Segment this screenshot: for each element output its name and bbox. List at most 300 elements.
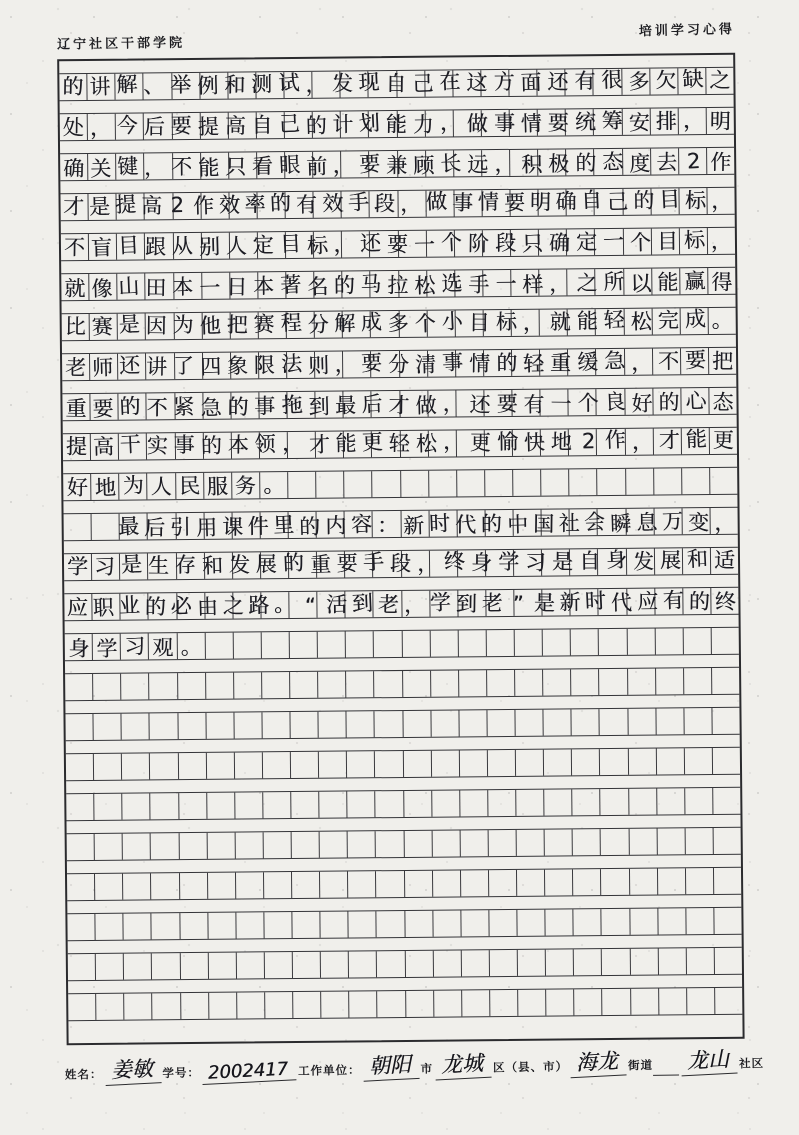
grid-cell	[454, 190, 482, 216]
grid-cell	[482, 190, 510, 216]
grid-cell	[594, 69, 622, 95]
grid-cell	[687, 988, 715, 1014]
grid-cell	[482, 150, 510, 176]
grid-cell	[596, 309, 624, 335]
grid-cell	[650, 108, 678, 134]
grid-cell	[373, 511, 401, 537]
grid-cell	[118, 313, 146, 339]
grid-cell	[545, 829, 573, 855]
grid-cell	[341, 151, 369, 177]
grid-cell	[179, 793, 207, 819]
grid-cell	[430, 550, 458, 576]
grid-cell	[284, 72, 312, 98]
grid-cell	[545, 909, 573, 935]
grid-cell	[566, 149, 594, 175]
grid-cell	[596, 349, 624, 375]
grid-cell	[344, 431, 372, 457]
grid-cell	[291, 792, 319, 818]
grid-cell	[149, 593, 177, 619]
grid-cell	[490, 990, 518, 1016]
grid-cell	[209, 993, 237, 1019]
grid-cell	[123, 833, 151, 859]
grid-cell	[314, 272, 342, 298]
grid-cell	[90, 314, 118, 340]
grid-cell	[176, 513, 204, 539]
grid-cell	[151, 873, 179, 899]
grid-cell	[88, 114, 116, 140]
grid-cell	[482, 110, 510, 136]
grid-cell	[405, 911, 433, 937]
essay-line: 才 是 提 高 2 作 效 率 的 有 效 手 段 ， 做 事 情 要 明 确 自 己 的 目 标 ，	[62, 187, 733, 220]
grid-cell	[371, 351, 399, 377]
grid-cell	[715, 988, 742, 1014]
document-title: 培训学习心得	[638, 22, 736, 40]
grid-cell	[257, 192, 285, 218]
grid-cell	[627, 589, 655, 615]
grid-cell	[428, 430, 456, 456]
grid-cell	[398, 231, 426, 257]
grid-cell	[483, 270, 511, 296]
essay-line: 学 习 是 生 存 和 发 展 的 重 要 手 段 ， 终 身 学 习 是 自 身 发 展 和 适	[66, 546, 736, 580]
grid-cell	[347, 711, 375, 737]
grid-cell	[541, 429, 569, 455]
grid-cell	[602, 909, 630, 935]
grid-cell	[316, 392, 344, 418]
grid-cell	[488, 750, 516, 776]
grid-cell	[714, 868, 741, 894]
grid-cell	[680, 308, 708, 334]
grid-cell	[566, 69, 594, 95]
grid-cell	[150, 713, 178, 739]
student-id-label: 学号：	[162, 1065, 201, 1081]
grid-cell	[629, 789, 657, 815]
grid-cell	[150, 753, 178, 779]
grid-cell	[569, 389, 597, 415]
grid-cell	[124, 913, 152, 939]
grid-cell	[369, 111, 397, 137]
grid-cell	[91, 394, 119, 420]
grid-cell	[229, 192, 257, 218]
grid-cell	[204, 473, 232, 499]
grid-cell	[116, 73, 144, 99]
grid-cell	[400, 391, 428, 417]
grid-cell	[312, 72, 340, 98]
grid-cell	[116, 153, 144, 179]
essay-line: 老 师 还 讲 了 四 象 限 法 则 ， 要 分 清 事 情 的 轻 重 缓 急 ， 不 要 把	[64, 347, 734, 381]
grid-cell	[682, 508, 710, 534]
grid-cell	[237, 992, 265, 1018]
grid-cell	[320, 832, 348, 858]
grid-cell	[201, 153, 229, 179]
grid-cell	[264, 872, 292, 898]
grid-cell	[433, 910, 461, 936]
grid-cell	[147, 433, 175, 459]
grid-cell	[600, 749, 628, 775]
grid-cell	[484, 390, 512, 416]
grid-cell	[515, 670, 543, 696]
grid-cell	[599, 629, 627, 655]
grid-cell	[511, 230, 539, 256]
grid-cell	[207, 793, 235, 819]
grid-cell	[402, 631, 430, 657]
grid-cell	[398, 151, 426, 177]
grid-cell	[288, 472, 316, 498]
grid-cell	[371, 271, 399, 297]
grid-cell	[659, 988, 687, 1014]
grid-cell	[117, 193, 145, 219]
grid-cell	[317, 552, 345, 578]
grid-cell	[233, 592, 261, 618]
grid-cell	[119, 473, 147, 499]
composition-grid	[57, 53, 744, 1045]
community-value: 龙山	[680, 1043, 738, 1077]
grid-cell	[656, 668, 684, 694]
grid-cell	[173, 193, 201, 219]
grid-cell	[596, 269, 624, 295]
grid-cell	[574, 989, 602, 1015]
grid-cell	[321, 952, 349, 978]
grid-cell	[574, 949, 602, 975]
grid-cell	[259, 392, 287, 418]
grid-cell	[200, 113, 228, 139]
grid-cell	[542, 589, 570, 615]
grid-cell	[228, 112, 256, 138]
grid-cell	[626, 469, 654, 495]
grid-cell	[96, 954, 124, 980]
grid-cell	[683, 588, 711, 614]
grid-cell	[235, 752, 263, 778]
grid-cell	[375, 751, 403, 777]
grid-cell	[462, 950, 490, 976]
grid-cell	[678, 108, 706, 134]
grid-cell	[349, 911, 377, 937]
grid-cell	[345, 551, 373, 577]
grid-cell	[62, 314, 90, 340]
grid-cell	[120, 553, 148, 579]
grid-cell	[313, 112, 341, 138]
grid-cell	[462, 990, 490, 1016]
grid-cell	[124, 953, 152, 979]
grid-cell	[401, 551, 429, 577]
grid-cell	[460, 790, 488, 816]
grid-cell	[206, 753, 234, 779]
grid-cell	[434, 990, 462, 1016]
grid-cell	[539, 269, 567, 295]
grid-cell	[62, 354, 90, 380]
grid-cell	[260, 432, 288, 458]
page-header	[57, 19, 735, 53]
grid-cell	[235, 792, 263, 818]
grid-cell	[517, 870, 545, 896]
grid-cell	[489, 870, 517, 896]
grid-cell	[484, 350, 512, 376]
grid-cell	[377, 951, 405, 977]
grid-cell	[431, 750, 459, 776]
grid-cell	[629, 829, 657, 855]
grid-cell	[651, 188, 679, 214]
grid-cell	[680, 268, 708, 294]
grid-cell	[541, 469, 569, 495]
grid-cell	[572, 749, 600, 775]
grid-cell	[512, 310, 540, 336]
grid-cell	[376, 791, 404, 817]
grid-cell	[178, 713, 206, 739]
grid-cell	[573, 829, 601, 855]
grid-cell	[545, 869, 573, 895]
grid-cell	[516, 790, 544, 816]
grid-cell	[257, 152, 285, 178]
grid-cell	[206, 713, 234, 739]
grid-cell	[514, 590, 542, 616]
grid-cell	[372, 431, 400, 457]
grid-cell	[313, 152, 341, 178]
grid-cell	[65, 714, 93, 740]
grid-cell	[149, 673, 177, 699]
grid-cell	[64, 554, 92, 580]
grid-cell	[455, 310, 483, 336]
grid-cell	[686, 948, 714, 974]
grid-cell	[403, 751, 431, 777]
grid-cell	[342, 191, 370, 217]
work-unit-label: 工作单位：	[297, 1062, 361, 1078]
grid-cell	[567, 189, 595, 215]
grid-cell	[231, 392, 259, 418]
grid-cell	[404, 791, 432, 817]
grid-cell	[656, 708, 684, 734]
grid-cell	[655, 548, 683, 574]
grid-cell	[714, 908, 741, 934]
grid-cell	[685, 828, 713, 854]
grid-cell	[341, 111, 369, 137]
grid-cell	[59, 74, 87, 100]
grid-cell	[658, 908, 686, 934]
grid-cell	[460, 750, 488, 776]
grid-cell	[429, 470, 457, 496]
grid-cell	[486, 550, 514, 576]
grid-cell	[656, 748, 684, 774]
grid-cell	[263, 832, 291, 858]
grid-cell	[651, 228, 679, 254]
grid-cell	[258, 272, 286, 298]
grid-cell	[397, 71, 425, 97]
grid-cell	[404, 831, 432, 857]
grid-cell	[287, 392, 315, 418]
grid-cell	[543, 669, 571, 695]
grid-cell	[510, 190, 538, 216]
grid-cell	[92, 514, 120, 540]
grid-cell	[571, 669, 599, 695]
grid-cell	[713, 748, 740, 774]
grid-cell	[517, 910, 545, 936]
grid-cell	[175, 353, 203, 379]
grid-cell	[95, 874, 123, 900]
grid-cell	[148, 553, 176, 579]
grid-cell	[570, 509, 598, 535]
grid-cell	[261, 592, 289, 618]
grid-cell	[622, 109, 650, 135]
grid-cell	[572, 709, 600, 735]
grid-cell	[711, 588, 738, 614]
grid-cell	[377, 911, 405, 937]
grid-cell	[543, 629, 571, 655]
grid-cell	[483, 310, 511, 336]
grid-cell	[599, 669, 627, 695]
grid-cell	[178, 753, 206, 779]
grid-cell	[514, 510, 542, 536]
grid-row	[68, 987, 742, 1021]
grid-cell	[96, 994, 124, 1020]
grid-cell	[601, 789, 629, 815]
grid-cell	[658, 948, 686, 974]
grid-cell	[256, 72, 284, 98]
grid-cell	[515, 630, 543, 656]
grid-cell	[208, 953, 236, 979]
grid-cell	[293, 952, 321, 978]
grid-cell	[710, 468, 737, 494]
grid-cell	[603, 989, 631, 1015]
grid-cell	[88, 154, 116, 180]
name-label: 姓名：	[64, 1067, 103, 1082]
grid-cell	[653, 348, 681, 374]
grid-cell	[373, 551, 401, 577]
grid-cell	[457, 470, 485, 496]
grid-cell	[513, 470, 541, 496]
grid-cell	[316, 432, 344, 458]
grid-cell	[89, 274, 117, 300]
grid-cell	[457, 430, 485, 456]
grid-cell	[655, 588, 683, 614]
grid-cell	[172, 113, 200, 139]
grid-cell	[430, 630, 458, 656]
grid-cell	[486, 590, 514, 616]
grid-cell	[343, 351, 371, 377]
grid-cell	[631, 989, 659, 1015]
grid-cell	[345, 511, 373, 537]
grid-cell	[144, 153, 172, 179]
grid-cell	[206, 673, 234, 699]
grid-cell	[432, 790, 460, 816]
grid-cell	[594, 109, 622, 135]
grid-cell	[598, 469, 626, 495]
grid-cell	[63, 434, 91, 460]
grid-cell	[433, 870, 461, 896]
grid-cell	[178, 673, 206, 699]
grid-cell	[375, 711, 403, 737]
grid-cell	[320, 872, 348, 898]
essay-line: 身 学 习 观 。	[68, 633, 202, 661]
grid-cell	[425, 70, 453, 96]
grid-cell	[426, 150, 454, 176]
grid-cell	[567, 269, 595, 295]
grid-cell	[686, 868, 714, 894]
grid-cell	[229, 152, 257, 178]
grid-cell	[598, 509, 626, 535]
grid-cell	[518, 950, 546, 976]
grid-cell	[90, 354, 118, 380]
grid-cell	[573, 869, 601, 895]
grid-cell	[292, 872, 320, 898]
grid-cell	[425, 110, 453, 136]
grid-cell	[318, 632, 346, 658]
grid-cell	[347, 791, 375, 817]
grid-cell	[293, 992, 321, 1018]
grid-cell	[262, 632, 290, 658]
grid-cell	[320, 912, 348, 938]
grid-cell	[713, 788, 740, 814]
grid-cell	[453, 110, 481, 136]
grid-cell	[538, 149, 566, 175]
grid-cell	[657, 828, 685, 854]
grid-cell	[232, 432, 260, 458]
grid-cell	[623, 189, 651, 215]
grid-cell	[236, 872, 264, 898]
grid-cell	[116, 113, 144, 139]
grid-cell	[568, 309, 596, 335]
grid-cell	[265, 992, 293, 1018]
grid-cell	[317, 592, 345, 618]
grid-cell	[341, 71, 369, 97]
grid-cell	[537, 69, 565, 95]
grid-cell	[258, 232, 286, 258]
grid-cell	[262, 712, 290, 738]
grid-cell	[459, 670, 487, 696]
essay-line: 应 职 业 的 必 由 之 路 。 “ 活 到 老 ， 学 到 老 ” 是 新 时 代 应 有 的 终	[66, 587, 737, 621]
grid-cell	[680, 228, 708, 254]
grid-cell	[203, 353, 231, 379]
grid-cell	[261, 552, 289, 578]
grid-cell	[122, 753, 150, 779]
grid-cell	[569, 469, 597, 495]
grid-cell	[61, 234, 89, 260]
grid-cell	[546, 949, 574, 975]
essay-line: 提 高 干 实 事 的 本 领 ， 才 能 更 轻 松 ， 更 愉 快 地 2 作 ， 才 能 更	[65, 426, 734, 460]
essay-line: 就 像 山 田 本 一 日 本 著 名 的 马 拉 松 选 手 一 样 ， 之 所 以 能 赢 得	[64, 268, 733, 301]
grid-cell	[628, 749, 656, 775]
grid-cell	[600, 709, 628, 735]
grid-cell	[650, 68, 678, 94]
grid-cell	[232, 512, 260, 538]
grid-cell	[517, 830, 545, 856]
grid-cell	[453, 70, 481, 96]
grid-cell	[627, 629, 655, 655]
grid-cell	[263, 792, 291, 818]
grid-cell	[681, 348, 709, 374]
grid-cell	[568, 349, 596, 375]
grid-cell	[92, 594, 120, 620]
grid-cell	[376, 871, 404, 897]
street-value: 海龙	[569, 1044, 627, 1078]
grid-cell	[60, 154, 88, 180]
grid-cell	[285, 112, 313, 138]
grid-cell	[180, 953, 208, 979]
grid-cell	[146, 273, 174, 299]
grid-cell	[208, 913, 236, 939]
grid-cell	[67, 914, 95, 940]
grid-cell	[542, 509, 570, 535]
grid-cell	[146, 353, 174, 379]
grid-cell	[237, 952, 265, 978]
grid-cell	[654, 468, 682, 494]
grid-cell	[68, 994, 96, 1020]
essay-line: 比 赛 是 因 为 他 把 赛 程 分 解 成 多 个 小 目 标 ， 就 能 轻 松 完 成 。	[64, 306, 733, 340]
grid-cell	[398, 191, 426, 217]
street-suffix: 街道	[627, 1057, 654, 1073]
grid-cell	[518, 990, 546, 1016]
grid-cell	[290, 712, 318, 738]
grid-cell	[509, 70, 537, 96]
grid-cell	[172, 73, 200, 99]
grid-cell	[540, 349, 568, 375]
